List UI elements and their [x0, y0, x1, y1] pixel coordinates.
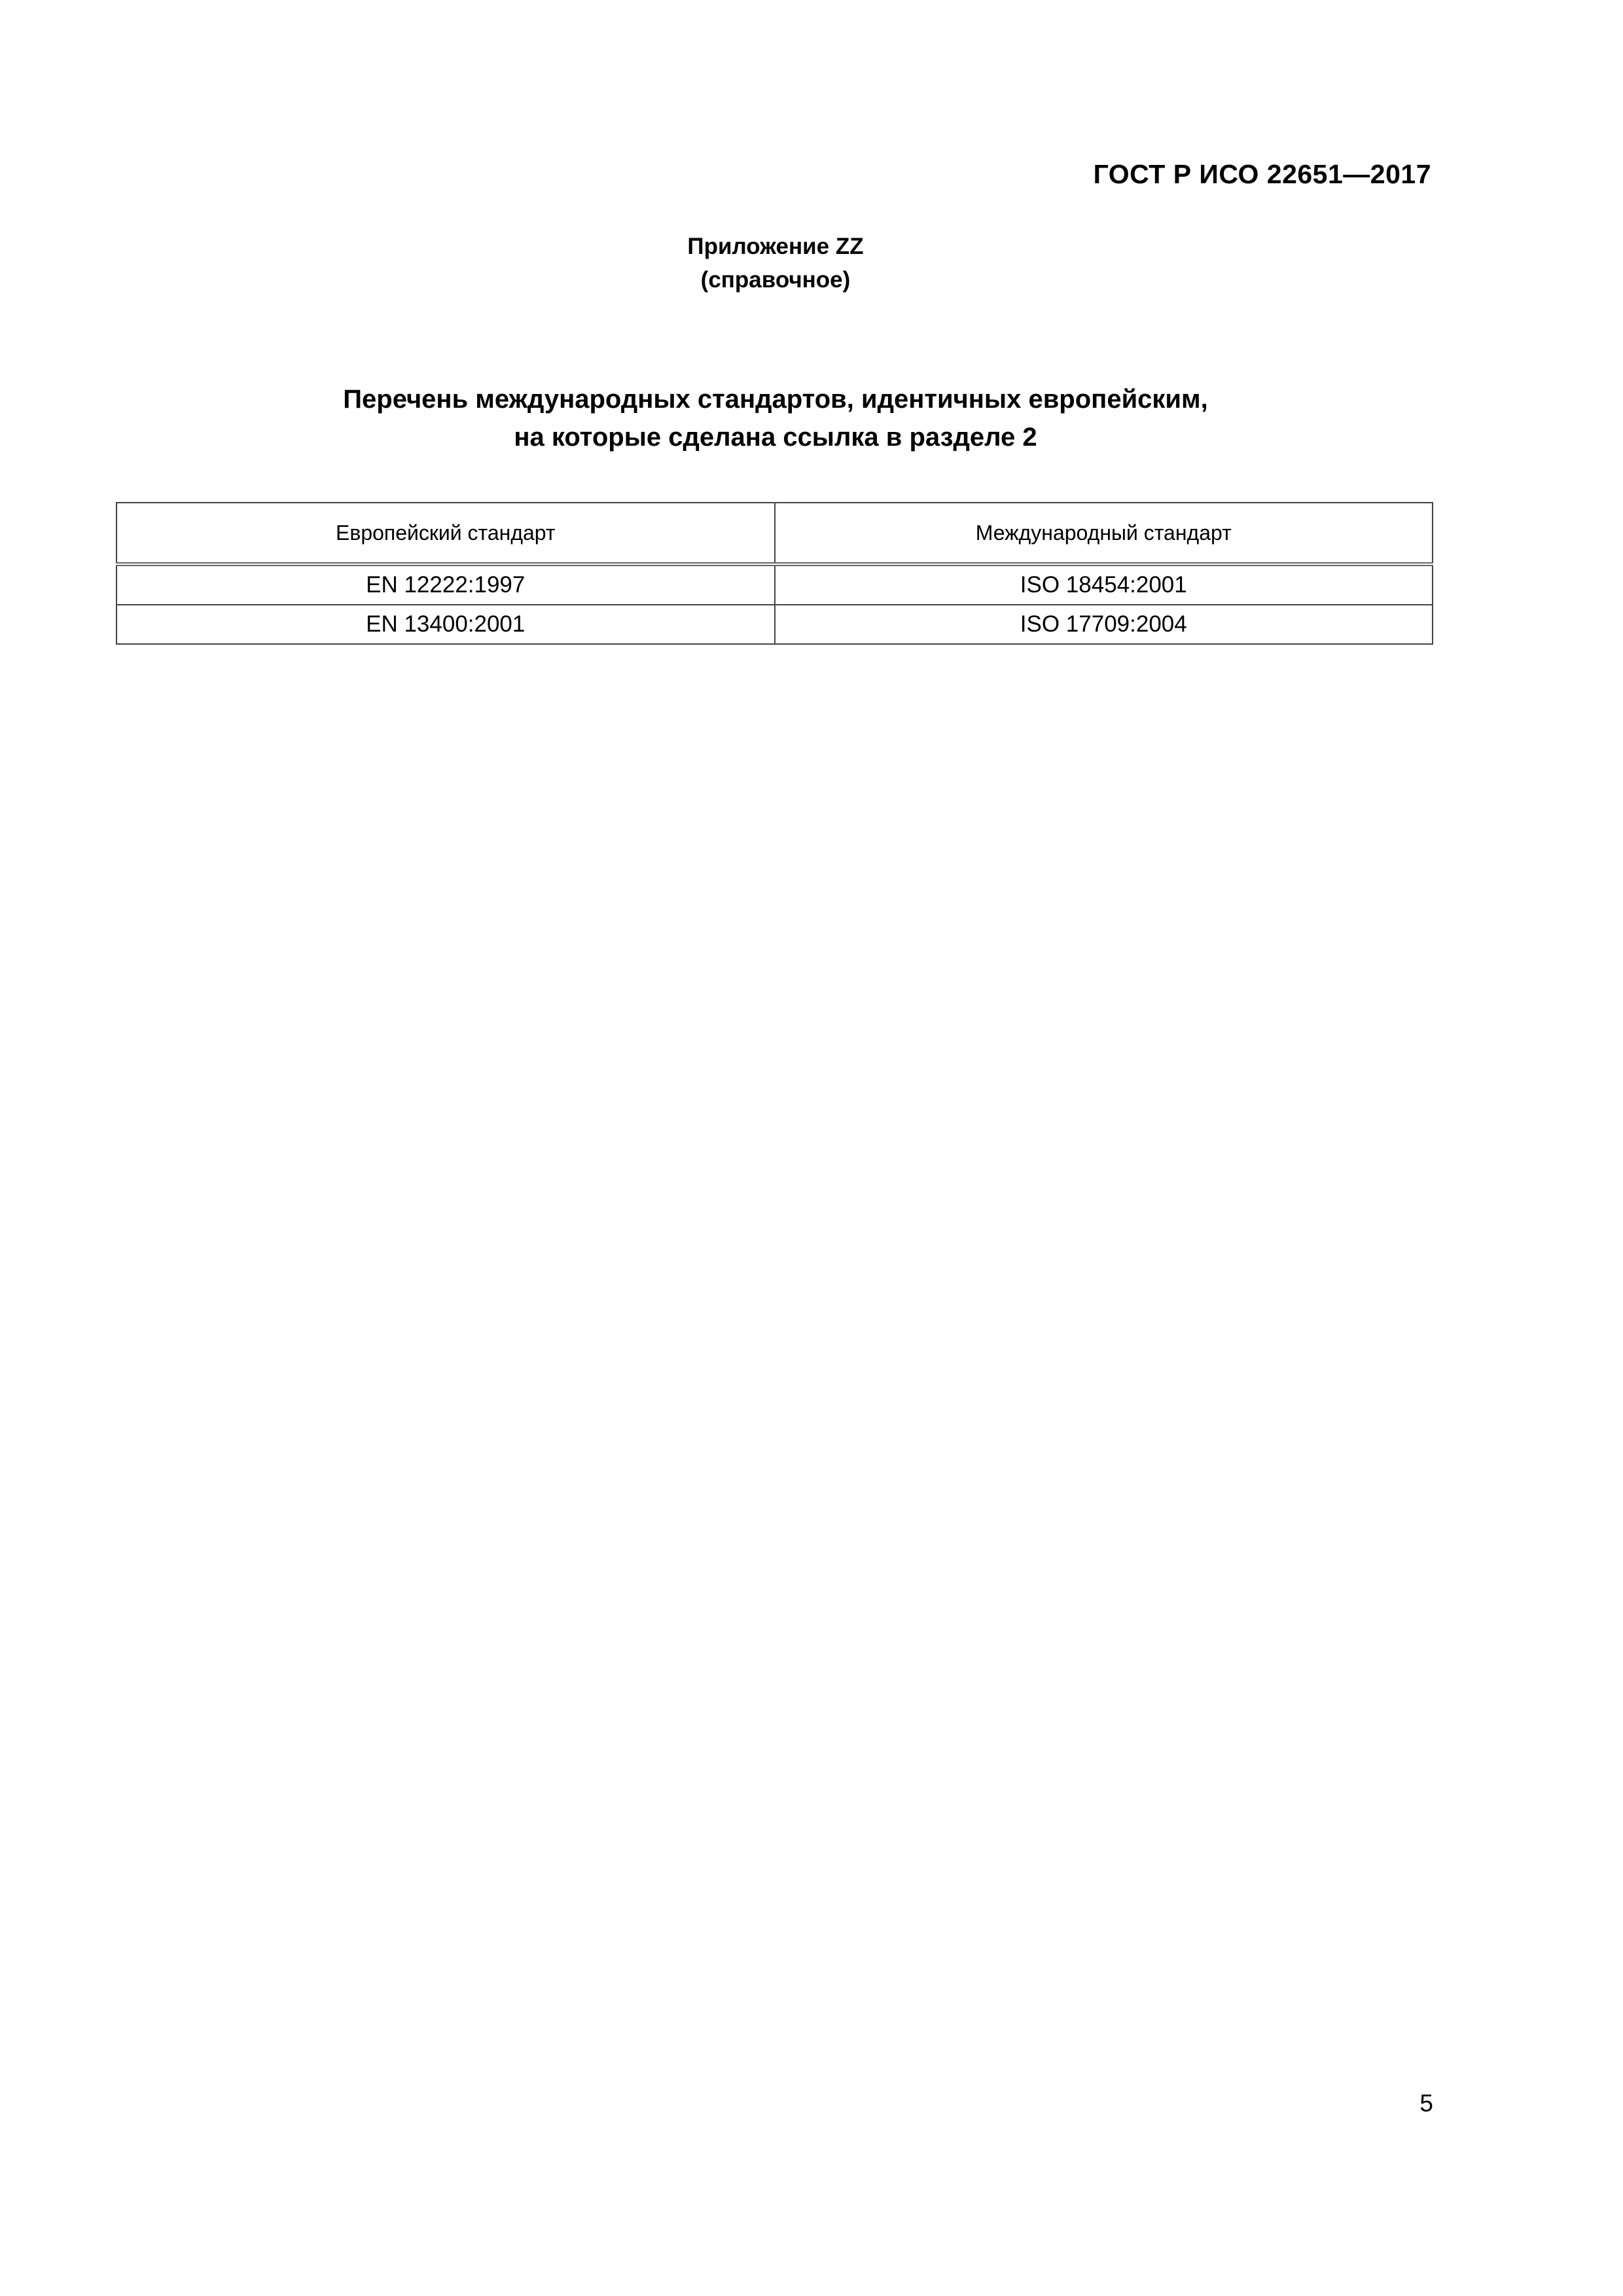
standards-table [116, 502, 1433, 645]
table-cell-international: ISO 18454:2001 [775, 564, 1433, 605]
annex-heading [0, 230, 1551, 297]
document-code: ГОСТ Р ИСО 22651—2017 [1093, 159, 1431, 189]
list-title-line-2: на которые сделана ссылка в разделе 2 [514, 423, 1037, 452]
annex-subtitle: (справочное) [700, 266, 851, 293]
table-row [116, 564, 1433, 605]
table-row [116, 605, 1433, 644]
list-title-line-1: Перечень международных стандартов, идентичных европейским, [343, 385, 1208, 414]
table-cell-european: EN 13400:2001 [116, 605, 775, 644]
annex-title: Приложение ZZ [687, 234, 864, 259]
page-number: 5 [1419, 2090, 1433, 2117]
column-header-international-standard: Международный стандарт [775, 503, 1433, 564]
list-title [0, 380, 1551, 456]
column-header-european-standard: Европейский стандарт [116, 503, 775, 564]
table-cell-european: EN 12222:1997 [116, 564, 775, 605]
table-header-row [116, 503, 1433, 564]
table-cell-international: ISO 17709:2004 [775, 605, 1433, 644]
